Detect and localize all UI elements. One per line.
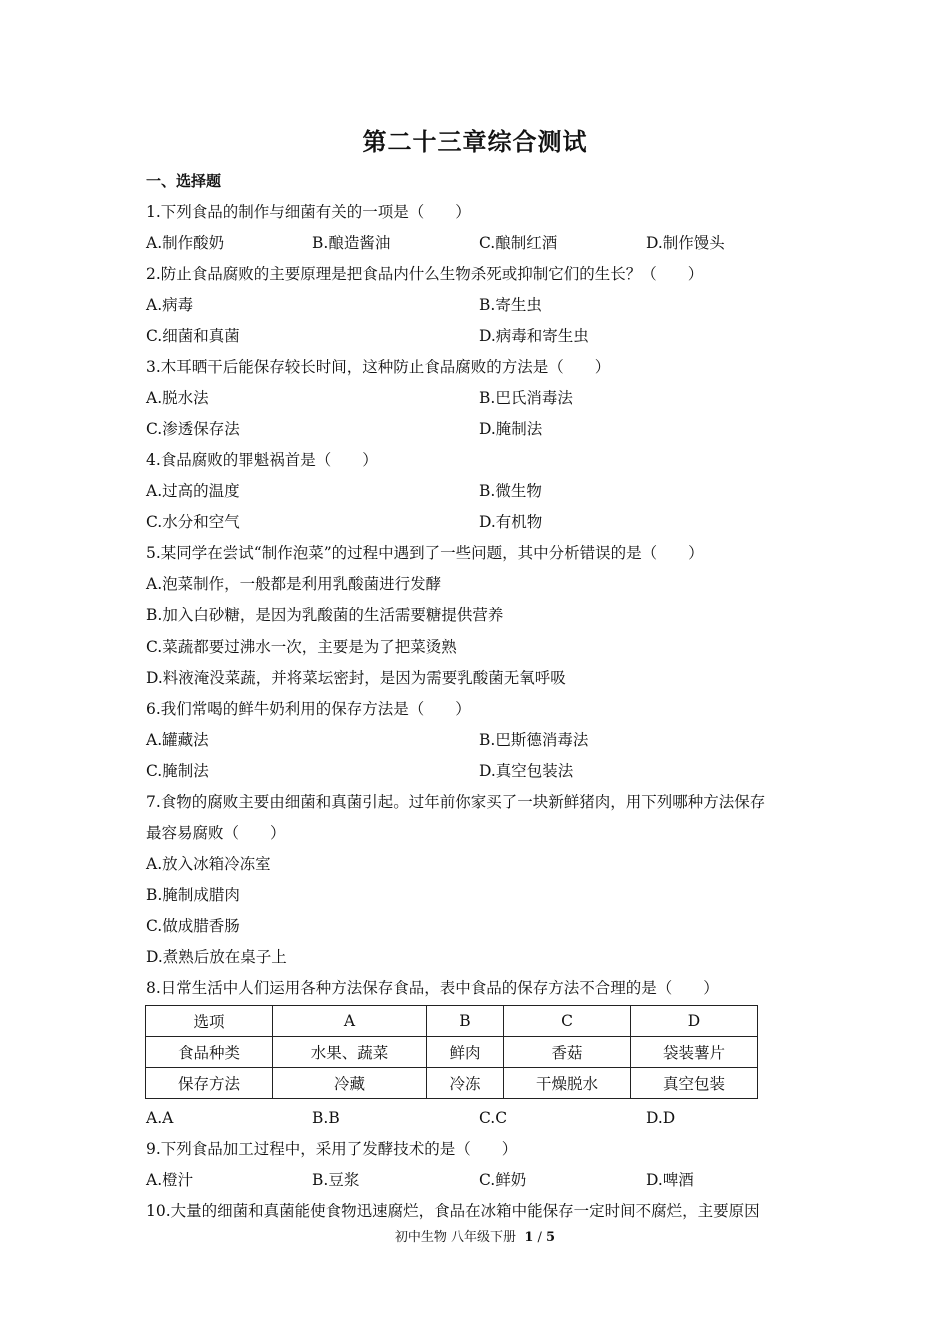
option-c: C.渗透保存法 (146, 420, 240, 438)
question-3-stem: 3.木耳晒干后能保存较长时间，这种防止食品腐败的方法是（ ） (146, 358, 611, 376)
option-a: A.病毒 (146, 296, 194, 314)
question-5-option-b: B.加入白砂糖，是因为乳酸菌的生活需要糖提供营养 (146, 606, 504, 624)
option-d: D.腌制法 (479, 420, 543, 438)
option-a: A.过高的温度 (146, 482, 240, 500)
table-cell: 食品种类 (146, 1037, 273, 1068)
table-cell: 干燥脱水 (504, 1068, 631, 1099)
option-a: A.罐藏法 (146, 731, 209, 749)
table-row (146, 1068, 758, 1099)
page-separator: / (537, 1230, 542, 1245)
option-c: C.鲜奶 (479, 1171, 527, 1189)
option-a: A.制作酸奶 (146, 234, 225, 252)
question-7-option-c: C.做成腊香肠 (146, 917, 240, 935)
option-b: B.巴斯德消毒法 (479, 731, 589, 749)
question-3-options-row2 (146, 418, 816, 440)
option-b: B.酿造酱油 (312, 234, 391, 252)
question-2-stem: 2.防止食品腐败的主要原理是把食品内什么生物杀死或抑制它们的生长？（ ） (146, 265, 704, 283)
table-cell: D (631, 1006, 758, 1037)
option-c: C.腌制法 (146, 762, 209, 780)
question-4-stem: 4.食品腐败的罪魁祸首是（ ） (146, 451, 378, 469)
question-8-options (146, 1107, 816, 1129)
option-b: B.豆浆 (312, 1171, 360, 1189)
option-a: A.橙汁 (146, 1171, 194, 1189)
question-9-stem: 9.下列食品加工过程中，采用了发酵技术的是（ ） (146, 1140, 518, 1158)
table-cell: B (427, 1006, 504, 1037)
option-c: C.C (479, 1109, 508, 1127)
table-cell: 香菇 (504, 1037, 631, 1068)
question-5-option-c: C.菜蔬都要过沸水一次，主要是为了把菜烫熟 (146, 638, 457, 656)
question-1-options (146, 232, 816, 254)
page-number: 1 (524, 1230, 534, 1245)
question-5-option-a: A.泡菜制作，一般都是利用乳酸菌进行发酵 (146, 575, 442, 593)
option-d: D.有机物 (479, 513, 543, 531)
page-footer (0, 1226, 950, 1245)
question-6-stem: 6.我们常喝的鲜牛奶利用的保存方法是（ ） (146, 700, 471, 718)
option-a: A.脱水法 (146, 389, 209, 407)
option-c: C.酿制红酒 (479, 234, 558, 252)
question-2-options-row1 (146, 294, 816, 316)
option-c: C.细菌和真菌 (146, 327, 240, 345)
storage-methods-table (145, 1005, 758, 1099)
option-b: B.B (312, 1109, 340, 1127)
question-4-options-row1 (146, 480, 816, 502)
option-d: D.D (646, 1109, 676, 1127)
table-cell: 鲜肉 (427, 1037, 504, 1068)
question-6-options-row2 (146, 760, 816, 782)
table-cell: A (273, 1006, 427, 1037)
table-cell: 冷冻 (427, 1068, 504, 1099)
question-2-options-row2 (146, 325, 816, 347)
table-row (146, 1037, 758, 1068)
question-3-options-row1 (146, 387, 816, 409)
question-7-stem-line2: 最容易腐败（ ） (146, 824, 286, 842)
option-d: D.制作馒头 (646, 234, 725, 252)
question-9-options (146, 1169, 816, 1191)
option-b: B.微生物 (479, 482, 542, 500)
table-cell: 真空包装 (631, 1068, 758, 1099)
option-b: B.寄生虫 (479, 296, 542, 314)
question-8-stem: 8.日常生活中人们运用各种方法保存食品，表中食品的保存方法不合理的是（ ） (146, 979, 719, 997)
option-c: C.水分和空气 (146, 513, 240, 531)
table-cell: 袋装薯片 (631, 1037, 758, 1068)
question-7-option-d: D.煮熟后放在桌子上 (146, 948, 287, 966)
question-10-stem: 10.大量的细菌和真菌能使食物迅速腐烂，食品在冰箱中能保存一定时间不腐烂，主要原因 (146, 1202, 760, 1220)
option-a: A.A (146, 1109, 174, 1127)
table-cell: 水果、蔬菜 (273, 1037, 427, 1068)
footer-label: 初中生物 八年级下册 (394, 1230, 517, 1245)
page-title: 第二十三章综合测试 (362, 127, 588, 156)
question-4-options-row2 (146, 511, 816, 533)
option-d: D.啤酒 (646, 1171, 694, 1189)
page-total: 5 (546, 1230, 556, 1245)
question-7-stem-line1: 7.食物的腐败主要由细菌和真菌引起。过年前你家买了一块新鲜猪肉，用下列哪种方法保存 (146, 793, 766, 811)
option-b: B.巴氏消毒法 (479, 389, 573, 407)
section-heading: 一、选择题 (146, 172, 222, 190)
table-cell: 选项 (146, 1006, 273, 1037)
table-cell: 冷藏 (273, 1068, 427, 1099)
question-1-stem: 1.下列食品的制作与细菌有关的一项是（ ） (146, 203, 471, 221)
question-7-option-b: B.腌制成腊肉 (146, 886, 240, 904)
question-5-option-d: D.料液淹没菜蔬，并将菜坛密封，是因为需要乳酸菌无氧呼吸 (146, 669, 566, 687)
option-d: D.真空包装法 (479, 762, 574, 780)
table-header-row (146, 1006, 758, 1037)
question-5-stem: 5.某同学在尝试“制作泡菜”的过程中遇到了一些问题，其中分析错误的是（ ） (146, 544, 704, 562)
option-d: D.病毒和寄生虫 (479, 327, 589, 345)
table-cell: 保存方法 (146, 1068, 273, 1099)
question-6-options-row1 (146, 729, 816, 751)
table-cell: C (504, 1006, 631, 1037)
question-7-option-a: A.放入冰箱冷冻室 (146, 855, 271, 873)
